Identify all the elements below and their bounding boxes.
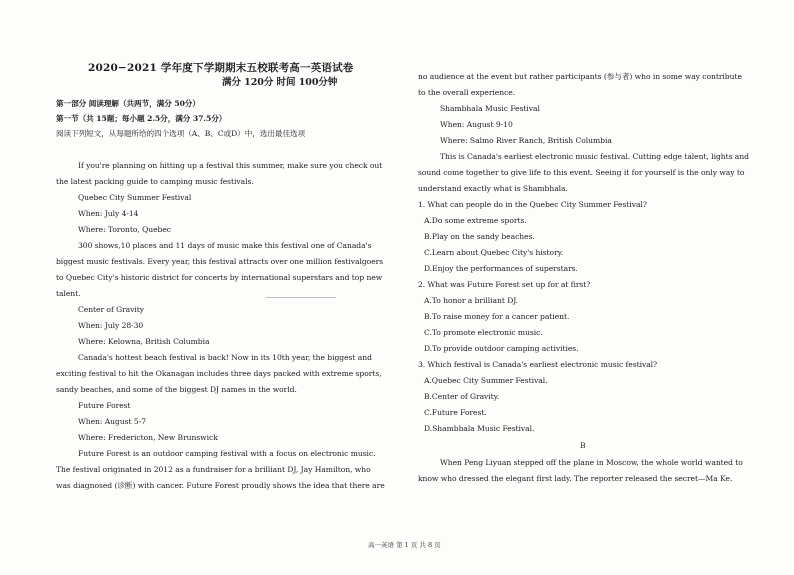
festival-desc: Canada's hottest beach festival is back! Now in its 10th year, the biggest and [78,353,372,362]
question-stem: 1. What can people do in the Quebec City Summer Festival? [418,200,647,209]
instruction: 阅读下列短文，从每题所给的四个选项（A、B、C或D）中，选出最佳选项 [56,129,306,138]
festival-desc: 300 shows,10 places and 11 days of music make this festival one of Canada's [78,241,372,250]
exam-title: 2020−2021 学年度下学期期末五校联考高一英语试卷 [88,62,354,74]
festival-desc: sandy beaches, and some of the biggest DJ names in the world. [56,385,297,394]
question-option: D.Enjoy the performances of superstars. [424,264,578,273]
question-option: A.Quebec City Summer Festival. [424,376,548,385]
question-stem: 3. Which festival is Canada's earliest electronic music festival? [418,360,658,369]
festival-name: Shambhala Music Festival [440,104,540,113]
intro-line: If you're planning on hitting up a festival this summer, make sure you check out [78,161,383,170]
question-option: C.To promote electronic music. [424,328,543,337]
section-heading: 第一节（共 15题；每小题 2.5分，满分 37.5分） [56,114,227,123]
festival-desc: talent. [56,289,81,298]
festival-desc: to the overall experience. [418,88,516,97]
question-option: D.To provide outdoor camping activities. [424,344,579,353]
festival-desc: exciting festival to hit the Okanagan includes three days packed with extreme sports, [56,369,382,378]
question-option: A.Do some extreme sports. [424,216,527,225]
festival-desc: to Quebec City's historic district for concerts by international superstars and top new [56,273,383,282]
festival-desc: was diagnosed (诊断) with cancer. Future Forest proudly shows the idea that there are [56,481,385,490]
question-option: B.Center of Gravity. [424,392,500,401]
festival-desc: sound come together to give life to this event. Seeing it for yourself is the only way to [418,168,745,177]
scan-smudge [266,297,336,298]
festival-where: Where: Kelowna, British Columbia [78,337,210,346]
question-option: D.Shambhala Music Festival. [424,424,535,433]
question-option: B.Play on the sandy beaches. [424,232,535,241]
question-stem: 2. What was Future Forest set up for at first? [418,280,591,289]
festival-where: Where: Fredericton, New Brunswick [78,433,218,442]
festival-desc: The festival originated in 2012 as a fundraiser for a brilliant DJ, Jay Hamilton, who [56,465,371,474]
question-option: A.To honor a brilliant DJ. [424,296,519,305]
intro-line: the latest packing guide to camping music festivals. [56,177,254,186]
festival-when: When: July 4-14 [78,209,139,218]
festival-name: Center of Gravity [78,305,145,314]
festival-desc: no audience at the event but rather participants (参与者) who in some way contribute [418,72,742,81]
question-option: C.Learn about Quebec City's history. [424,248,564,257]
passage-b-line: When Peng Liyuan stepped off the plane in Moscow, the whole world wanted to [440,458,743,467]
festival-desc: biggest music festivals. Every year, this festival attracts over one million festivalgoers [56,257,384,266]
festival-desc: This is Canada's earliest electronic music festival. Cutting edge talent, lights and [440,152,749,161]
question-option: C.Future Forest. [424,408,487,417]
festival-desc: understand exactly what is Shambhala. [418,184,568,193]
score-time: 满分 120分 时间 100分钟 [222,77,338,88]
passage-b-label: B [580,441,586,450]
question-option: B.To raise money for a cancer patient. [424,312,570,321]
festival-when: When: August 5-7 [78,417,146,426]
part-heading: 第一部分 阅读理解（共两节，满分 50分） [56,99,200,108]
festival-name: Future Forest [78,401,131,410]
festival-when: When: August 9-10 [440,120,513,129]
festival-when: When: July 28-30 [78,321,144,330]
page-footer: 高一英语 第 1 页 共 8 页 [368,541,441,549]
festival-desc: Future Forest is an outdoor camping festival with a focus on electronic music. [78,449,376,458]
festival-where: Where: Toronto, Quebec [78,225,171,234]
passage-b-line: know who dressed the elegant first lady. The reporter released the secret—Ma Ke. [418,474,733,483]
festival-where: Where: Salmo River Ranch, British Columbia [440,136,612,145]
festival-name: Quebec City Summer Festival [78,193,192,202]
